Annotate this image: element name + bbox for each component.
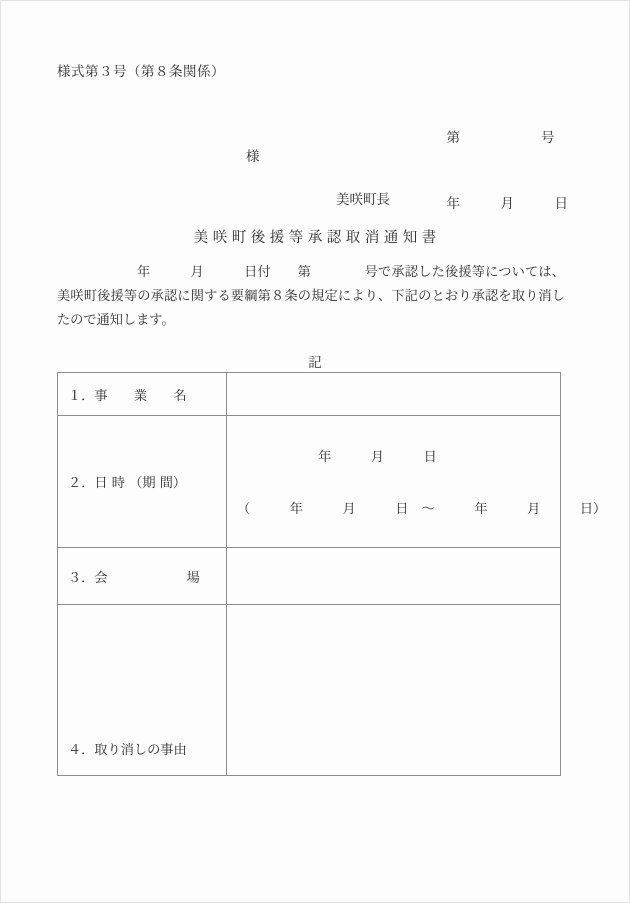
issuer-name: 美咲町長 [336, 192, 390, 208]
table-row [58, 548, 561, 605]
row-value-cancellation-reason[interactable] [227, 605, 561, 776]
row-value-venue[interactable] [227, 548, 561, 605]
row-label-cancellation-reason [58, 605, 227, 776]
cancellation-reason-text: ４．取り消しの事由 [68, 742, 187, 758]
document-title: 美咲町後援等承認取消通知書 [193, 230, 441, 246]
row-label-venue: ３．会 場 [58, 548, 227, 605]
form-number: 様式第３号（第８条関係） [57, 64, 225, 80]
period-single-date: 年 月 日 [318, 450, 437, 465]
table-row [58, 373, 561, 416]
row-label-datetime-period: ２．日 時 （期 間） [58, 416, 227, 548]
table-row [58, 416, 561, 548]
row-value-datetime-period[interactable] [227, 416, 607, 548]
row-value-business-name[interactable] [227, 373, 561, 416]
addressee-honorific: 様 [246, 149, 260, 165]
document-date-line: 年 月 日 [446, 196, 568, 212]
body-paragraph: 年 月 日付 第 号で承認した後援等については、美咲町後援等の承認に関する要綱第８条の規定により、下記のとおり承認を取り消したので通知します。 [57, 265, 565, 328]
kiji-marker: 記 [308, 355, 322, 371]
document-number-line: 第 号 [446, 130, 555, 146]
period-range-dates: （ 年 月 日 ～ 年 月 日） [237, 502, 607, 517]
row-label-business-name: １．事 業 名 [58, 373, 227, 416]
table-row [58, 605, 561, 776]
details-table [57, 372, 607, 776]
